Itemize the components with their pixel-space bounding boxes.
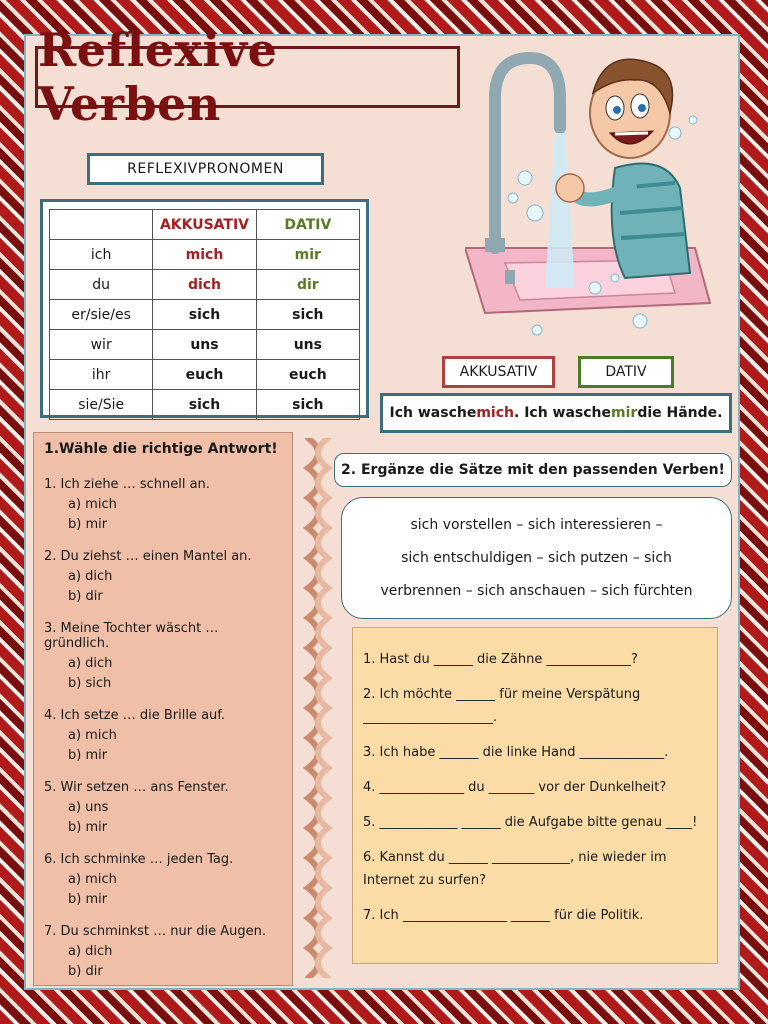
question-stem: 2. Du ziehst … einen Mantel an. (44, 549, 252, 564)
table-row (50, 390, 360, 420)
answer-option[interactable]: b) mir (68, 892, 108, 907)
case-label-akkusativ: AKKUSATIV (442, 356, 555, 388)
table-row (50, 270, 360, 300)
akkusativ-cell: sich (153, 300, 256, 330)
question-stem: 7. Du schminkst … nur die Augen. (44, 924, 266, 939)
word-bank-line: sich entschuldigen – sich putzen – sich (401, 549, 672, 566)
decorative-twist-divider-icon (303, 438, 333, 978)
example-text: Ich wasche (389, 405, 477, 421)
pronoun-cell: sie/Sie (50, 390, 153, 420)
exercise-2-title: 2. Ergänze die Sätze mit den passenden Verben! (334, 453, 732, 487)
table-row (50, 360, 360, 390)
answer-option[interactable]: a) mich (68, 872, 117, 887)
pronoun-cell: ich (50, 240, 153, 270)
title-text: Reflexive Verben (38, 23, 278, 131)
example-text: die Hände. (637, 405, 723, 421)
pronoun-cell: wir (50, 330, 153, 360)
pronoun-cell: ihr (50, 360, 153, 390)
gap-fill-panel (352, 627, 718, 964)
table-row (50, 240, 360, 270)
answer-option[interactable]: a) dich (68, 569, 113, 584)
gap-sentence[interactable]: 3. Ich habe ______ die linke Hand _____________. (363, 745, 669, 760)
gap-sentence[interactable]: 4. _____________ du _______ vor der Dunkelheit? (363, 780, 667, 795)
gap-sentence[interactable]: 6. Kannst du ______ ____________, nie wieder im Internet zu surfen? (363, 850, 667, 888)
question-stem: 5. Wir setzen … ans Fenster. (44, 780, 229, 795)
answer-option[interactable]: b) dir (68, 589, 103, 604)
question-stem: 1. Ich ziehe … schnell an. (44, 477, 210, 492)
question-stem: 6. Ich schminke … jeden Tag. (44, 852, 234, 867)
page-title (35, 23, 460, 131)
pronouns-label: REFLEXIVPRONOMEN (87, 153, 324, 185)
table-row (50, 300, 360, 330)
dativ-cell: sich (256, 390, 359, 420)
example-sentence (380, 393, 732, 433)
pronoun-table (40, 199, 369, 418)
akkusativ-cell: mich (153, 240, 256, 270)
example-dativ-word: mir (611, 405, 638, 421)
answer-option[interactable]: b) dir (68, 964, 103, 979)
word-bank-line: verbrennen – sich anschauen – sich fürchten (380, 582, 693, 599)
answer-option[interactable]: b) mir (68, 517, 108, 532)
answer-option[interactable]: b) sich (68, 676, 112, 691)
dativ-cell: sich (256, 300, 359, 330)
header-dativ: DATIV (256, 210, 359, 240)
question-stem: 4. Ich setze … die Brille auf. (44, 708, 226, 723)
question-item (44, 549, 282, 607)
akkusativ-cell: euch (153, 360, 256, 390)
case-label-dativ: DATIV (578, 356, 674, 388)
table-header-row (50, 210, 360, 240)
exercise-1-title: 1.Wähle die richtige Antwort! (44, 441, 278, 457)
answer-option[interactable]: b) mir (68, 820, 108, 835)
answer-option[interactable]: a) mich (68, 728, 117, 743)
exercise-1-panel (33, 432, 293, 986)
dativ-cell: dir (256, 270, 359, 300)
answer-option[interactable]: a) dich (68, 656, 113, 671)
gap-sentence[interactable]: 7. Ich ________________ ______ für die Politik. (363, 908, 644, 923)
word-bank-line: sich vorstellen – sich interessieren – (410, 516, 663, 533)
question-item (44, 780, 282, 838)
header-cell (50, 210, 153, 240)
akkusativ-cell: sich (153, 390, 256, 420)
answer-option[interactable]: b) mir (68, 748, 108, 763)
akkusativ-cell: uns (153, 330, 256, 360)
word-bank (341, 497, 732, 619)
example-text: . Ich wasche (514, 405, 612, 421)
question-item (44, 708, 282, 766)
gap-sentence[interactable]: 2. Ich möchte ______ für meine Verspätung ____________________. (363, 687, 641, 725)
akkusativ-cell: dich (153, 270, 256, 300)
pronoun-cell: du (50, 270, 153, 300)
question-item (44, 852, 282, 910)
table-row (50, 330, 360, 360)
dativ-cell: mir (256, 240, 359, 270)
question-stem: 3. Meine Tochter wäscht … gründlich. (44, 621, 219, 651)
answer-option[interactable]: a) dich (68, 944, 113, 959)
gap-sentence[interactable]: 5. ____________ ______ die Aufgabe bitte genau ____! (363, 815, 698, 830)
boy-washing-hands-icon (465, 38, 715, 338)
header-akkusativ: AKKUSATIV (153, 210, 256, 240)
question-item (44, 924, 282, 982)
dativ-cell: uns (256, 330, 359, 360)
pronoun-cell: er/sie/es (50, 300, 153, 330)
answer-option[interactable]: a) mich (68, 497, 117, 512)
answer-option[interactable]: a) uns (68, 800, 109, 815)
question-item (44, 477, 282, 535)
example-akkusativ-word: mich (476, 405, 514, 421)
question-item (44, 621, 282, 694)
dativ-cell: euch (256, 360, 359, 390)
gap-sentence[interactable]: 1. Hast du ______ die Zähne _____________? (363, 652, 638, 667)
